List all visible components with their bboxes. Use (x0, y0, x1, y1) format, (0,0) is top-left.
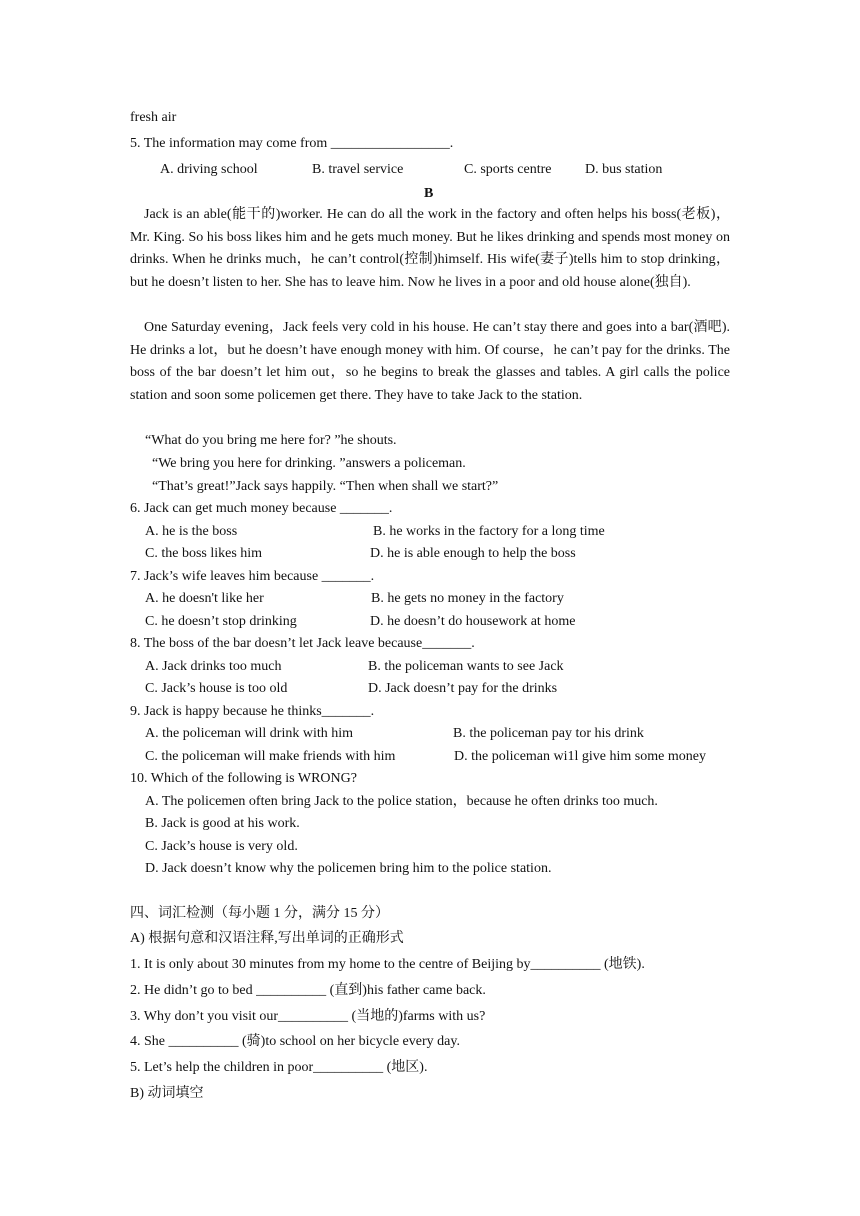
question-5-stem: 5. The information may come from _________________. (130, 136, 454, 151)
question-7-option-b: B. he gets no money in the factory (371, 591, 564, 606)
question-5-option-b: B. travel service (312, 162, 404, 177)
vocab-item-4: 4. She __________ (骑)to school on her bicycle every day. (130, 1034, 460, 1049)
question-8-option-d: D. Jack doesn’t pay for the drinks (368, 681, 558, 696)
section-4-part-b-title: B) 动词填空 (130, 1086, 204, 1101)
question-10-option-c: C. Jack’s house is very old. (145, 839, 298, 854)
question-10-option-a: A. The policemen often bring Jack to the police station，because he often drinks too much. (145, 794, 658, 809)
question-7-option-c: C. he doesn’t stop drinking (145, 614, 297, 629)
question-6-option-b: B. he works in the factory for a long time (373, 524, 605, 539)
question-6-option-c: C. the boss likes him (145, 546, 263, 561)
question-7-stem: 7. Jack’s wife leaves him because _______. (130, 569, 375, 584)
passage-paragraph-2 (130, 317, 730, 407)
vocab-item-1: 1. It is only about 30 minutes from my home to the centre of Beijing by__________ (地铁). (130, 957, 645, 972)
question-6-option-a: A. he is the boss (145, 524, 238, 539)
question-8-stem: 8. The boss of the bar doesn’t let Jack leave because_______. (130, 636, 475, 651)
question-9-option-d: D. the policeman wi1l give him some money (454, 749, 706, 764)
question-10-stem: 10. Which of the following is WRONG? (130, 771, 357, 786)
question-9-option-a: A. the policeman will drink with him (145, 726, 354, 741)
question-5-option-a: A. driving school (160, 162, 258, 177)
text-fragment: fresh air (130, 110, 177, 125)
question-7-option-a: A. he doesn't like her (145, 591, 264, 606)
question-8-option-a: A. Jack drinks too much (145, 659, 282, 674)
question-9-option-b: B. the policeman pay tor his drink (453, 726, 644, 741)
question-10-option-b: B. Jack is good at his work. (145, 816, 300, 831)
vocab-item-2: 2. He didn’t go to bed __________ (直到)his father came back. (130, 983, 486, 998)
dialogue-line-3: “That’s great!”Jack says happily. “Then when shall we start?” (152, 479, 499, 494)
section-4-title: 四、词汇检测（每小题 1 分，满分 15 分） (130, 906, 389, 921)
question-8-option-b: B. the policeman wants to see Jack (368, 659, 564, 674)
question-8-option-c: C. Jack’s house is too old (145, 681, 288, 696)
vocab-item-5: 5. Let’s help the children in poor__________ (地区). (130, 1060, 428, 1075)
vocab-item-3: 3. Why don’t you visit our__________ (当地的)farms with us? (130, 1009, 486, 1024)
dialogue-line-1: “What do you bring me here for? ”he shouts. (145, 433, 397, 448)
dialogue-line-2: “We bring you here for drinking. ”answers a policeman. (152, 456, 466, 471)
question-6-stem: 6. Jack can get much money because _______. (130, 501, 393, 516)
question-9-option-c: C. the policeman will make friends with him (145, 749, 396, 764)
section-4-part-a-title: A) 根据句意和汉语注释,写出单词的正确形式 (130, 931, 404, 946)
question-9-stem: 9. Jack is happy because he thinks_______. (130, 704, 375, 719)
question-5-option-d: D. bus station (585, 162, 663, 177)
question-7-option-d: D. he doesn’t do housework at home (370, 614, 576, 629)
paragraph-2-text: One Saturday evening，Jack feels very cold in his house. He can’t stay there and goes into a bar(酒吧). He drinks a lot，but he doesn’t have enough money with him. Of course，he can’t pay for the drinks. The boss of the bar doesn’t let him out，so he begins to break the glasses and tables. A girl calls the police station and soon some policemen get there. They have to take Jack to the station. (130, 320, 730, 403)
question-10-option-d: D. Jack doesn’t know why the policemen bring him to the police station. (145, 861, 552, 876)
question-5-option-c: C. sports centre (464, 162, 552, 177)
passage-heading: B (424, 186, 434, 201)
paragraph-1-text: Jack is an able(能干的)worker. He can do all the work in the factory and often helps his boss(老板)，Mr. King. So his boss likes him and he gets much money. But he likes drinking and spends most money on drinks. When he drinks much，he can’t control(控制)himself. His wife(妻子)tells him to stop drinking，but he doesn’t listen to her. She has to leave him. Now he lives in a poor and old house alone(独自). (130, 207, 730, 290)
question-6-option-d: D. he is able enough to help the boss (370, 546, 576, 561)
passage-paragraph-1 (130, 204, 730, 294)
